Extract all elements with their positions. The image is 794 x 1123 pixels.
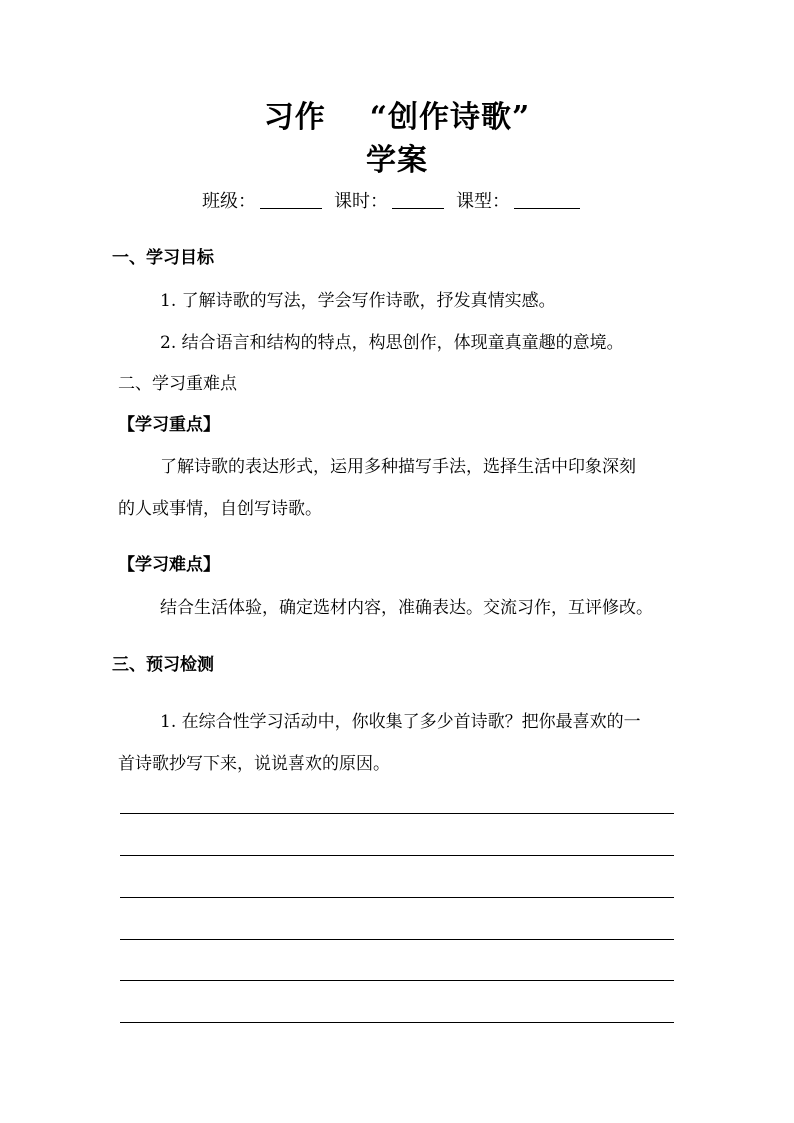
answer-line[interactable]	[120, 939, 674, 940]
section-heading-goals: 一、学习目标	[112, 248, 214, 268]
focus-text-line1: 了解诗歌的表达形式，运用多种描写手法，选择生活中印象深刻	[160, 457, 636, 477]
class-info-row	[0, 190, 794, 214]
answer-line[interactable]	[120, 813, 674, 814]
title-part2: “创作诗歌”	[369, 100, 531, 135]
page-subtitle: 学案	[366, 143, 428, 178]
section-heading-preview: 三、预习检测	[112, 655, 214, 675]
page-title	[0, 100, 794, 136]
answer-line[interactable]	[120, 897, 674, 898]
focus-text-line2: 的人或事情，自创写诗歌。	[118, 499, 322, 519]
goal-item-2: 2. 结合语言和结构的特点，构思创作，体现童真童趣的意境。	[160, 333, 624, 353]
type-label: 课型：	[456, 191, 510, 212]
answer-line[interactable]	[120, 855, 674, 856]
class-label: 班级：	[202, 191, 256, 212]
type-blank[interactable]	[514, 190, 580, 209]
answer-line[interactable]	[120, 980, 674, 981]
period-blank[interactable]	[392, 190, 444, 209]
question-1-line2: 首诗歌抄写下来，说说喜欢的原因。	[118, 754, 390, 774]
goal-item-1: 1. 了解诗歌的写法，学会写作诗歌，抒发真情实感。	[160, 291, 556, 311]
question-1-line1: 1. 在综合性学习活动中，你收集了多少首诗歌？把你最喜欢的一	[160, 712, 641, 732]
period-label: 课时：	[334, 191, 388, 212]
class-blank[interactable]	[260, 190, 322, 209]
answer-line[interactable]	[120, 1022, 674, 1023]
difficulty-label: 【学习难点】	[118, 555, 220, 575]
difficulty-text: 结合生活体验，确定选材内容，准确表达。交流习作，互评修改。	[160, 598, 653, 618]
focus-label: 【学习重点】	[118, 415, 220, 435]
title-part1: 习作	[263, 100, 326, 135]
section-heading-key-points: 二、学习重难点	[118, 374, 237, 394]
